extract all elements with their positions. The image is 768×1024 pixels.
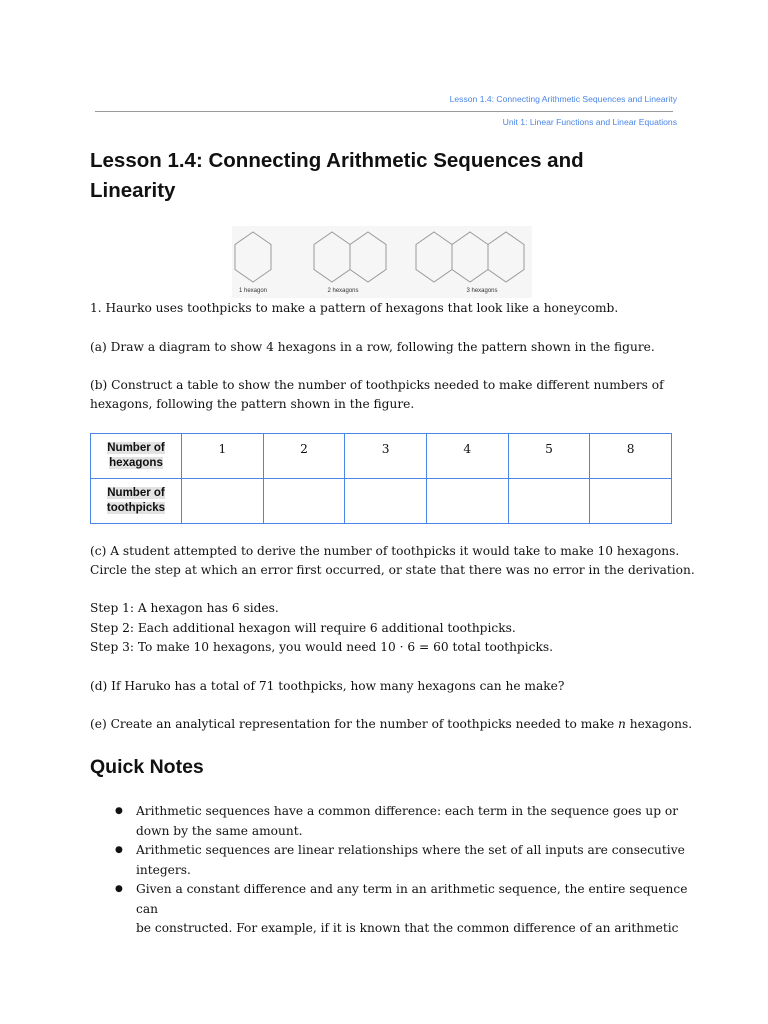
toothpick-answer-cell[interactable] bbox=[426, 479, 508, 524]
toothpick-answer-cell[interactable] bbox=[590, 479, 672, 524]
caption-1-hexagon: 1 hexagon bbox=[238, 288, 268, 294]
toothpick-answer-cell[interactable] bbox=[345, 479, 427, 524]
hexagon-count-cell: 8 bbox=[590, 434, 672, 479]
hexagon-count-cell: 3 bbox=[345, 434, 427, 479]
row-header-toothpicks: Number of toothpicks bbox=[91, 479, 182, 524]
toothpick-table bbox=[90, 433, 672, 524]
part-b-line1: (b) Construct a table to show the number of toothpicks needed to make different numbers of bbox=[90, 378, 664, 392]
variable-n: n bbox=[618, 717, 626, 731]
header-divider bbox=[95, 111, 673, 112]
step-1: Step 1: A hexagon has 6 sides. bbox=[90, 601, 279, 615]
part-e: (e) Create an analytical representation for the number of toothpicks needed to make n hexagons. bbox=[90, 717, 693, 731]
list-item: ● Given a constant difference and any term in an arithmetic sequence, the entire sequence can be constructed. For example, if it is known that the common difference of an arithmetic bbox=[115, 882, 688, 935]
part-b-line2: hexagons, following the pattern shown in the figure. bbox=[90, 397, 415, 411]
row-header-hexagons: Number of hexagons bbox=[91, 434, 182, 479]
caption-3-hexagons: 3 hexagons bbox=[466, 288, 498, 294]
quick-notes-list bbox=[90, 802, 690, 939]
part-c-line2: Circle the step at which an error first occurred, or state that there was no error in the derivation. bbox=[90, 563, 695, 577]
part-a: (a) Draw a diagram to show 4 hexagons in a row, following the pattern shown in the figure. bbox=[90, 340, 655, 354]
bullet-icon: ● bbox=[115, 884, 123, 894]
header-lesson-line: Lesson 1.4: Connecting Arithmetic Sequences and Linearity bbox=[449, 94, 677, 104]
list-item: ● Arithmetic sequences have a common difference: each term in the sequence goes up or down by the same amount. bbox=[115, 804, 679, 838]
hexagon-count-cell: 5 bbox=[508, 434, 590, 479]
step-3: Step 3: To make 10 hexagons, you would need 10 · 6 = 60 total toothpicks. bbox=[90, 640, 553, 654]
bullet-icon: ● bbox=[115, 845, 123, 855]
problem-intro: 1. Haurko uses toothpicks to make a pattern of hexagons that look like a honeycomb. bbox=[90, 301, 619, 315]
hexagon-count-cell: 4 bbox=[426, 434, 508, 479]
table-row-hexagons bbox=[91, 434, 672, 479]
toothpick-answer-cell[interactable] bbox=[508, 479, 590, 524]
bullet-icon: ● bbox=[115, 806, 123, 816]
toothpick-answer-cell[interactable] bbox=[182, 479, 264, 524]
quick-notes-heading: Quick Notes bbox=[90, 756, 204, 778]
header-unit-line: Unit 1: Linear Functions and Linear Equations bbox=[502, 117, 677, 127]
part-d: (d) If Haruko has a total of 71 toothpicks, how many hexagons can he make? bbox=[90, 679, 565, 693]
toothpick-answer-cell[interactable] bbox=[263, 479, 345, 524]
hexagon-count-cell: 2 bbox=[263, 434, 345, 479]
hexagon-count-cell: 1 bbox=[182, 434, 264, 479]
table-row-toothpicks bbox=[91, 479, 672, 524]
list-item: ● Arithmetic sequences are linear relationships where the set of all inputs are consecutive integers. bbox=[115, 843, 685, 877]
step-2: Step 2: Each additional hexagon will require 6 additional toothpicks. bbox=[90, 621, 516, 635]
part-c-line1: (c) A student attempted to derive the number of toothpicks it would take to make 10 hexagons. bbox=[90, 544, 680, 558]
caption-2-hexagons: 2 hexagons bbox=[327, 288, 359, 294]
page-title: Lesson 1.4: Connecting Arithmetic Sequences and Linearity bbox=[90, 149, 584, 202]
hexagon-pattern-figure bbox=[232, 226, 532, 298]
